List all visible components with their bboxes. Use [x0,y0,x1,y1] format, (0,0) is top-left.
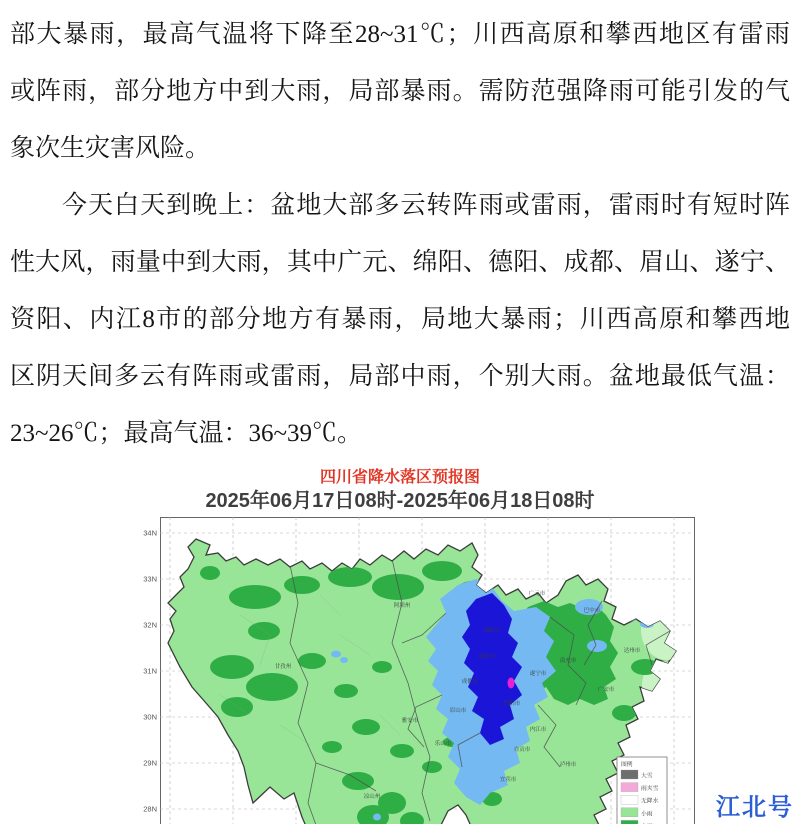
region-label: 自贡市 [513,747,531,753]
lat-label: 29N [143,758,157,768]
region-label: 巴中市 [583,608,601,614]
map-legend [617,757,667,824]
article-line: 性大风，雨量中到大雨，其中广元、绵阳、德阳、成都、眉山、遂宁、 [10,249,790,276]
lat-label: 31N [143,666,157,676]
region-label: 凉山州 [363,794,381,800]
region-label: 南充市 [559,658,577,664]
region-label: 达州市 [623,648,641,654]
legend-swatch [621,808,638,817]
article-line: 资阳、内江8市的部分地方有暴雨，局地大暴雨；川西高原和攀西地 [10,306,790,333]
region-label: 眉山市 [449,708,467,714]
region-label: 泸州市 [559,762,577,768]
region-label: 甘孜州 [274,664,292,670]
precipitation-map [140,515,700,824]
legend-swatch [621,795,638,804]
region-label: 资阳市 [503,701,521,707]
region-label: 绵阳市 [483,628,501,634]
region-label: 遂宁市 [529,671,547,677]
region-label: 成都市 [461,679,479,685]
article-line: 象次生灾害风险。 [10,135,211,162]
region-label: 广元市 [528,591,546,597]
region-label: 雅安市 [401,718,419,724]
heavy-rainstorm-spot [508,678,515,689]
region-label: 阿坝州 [393,603,411,609]
legend-label: 小雨 [641,811,653,818]
legend-label: 大雪 [641,773,653,780]
legend-swatch [621,770,638,779]
article-line: 部大暴雨，最高气温将下降至28~31℃；川西高原和攀西地区有雷雨 [10,21,790,48]
map-title: 四川省降水落区预报图 [319,469,480,486]
legend-label: 雨夹雪 [641,786,659,793]
lat-label: 32N [143,620,157,630]
lat-label: 33N [143,574,157,584]
legend-label: 无降水 [641,798,659,805]
legend-swatch [621,820,638,824]
lat-label: 28N [143,804,157,814]
region-label: 内江市 [529,727,547,733]
article-line: 23~26℃；最高气温：36~39℃。 [10,420,363,447]
watermark: 江北号 [716,794,794,821]
legend-swatch [621,783,638,792]
legend-title: 图例 [621,762,633,768]
article-line: 今天白天到晚上：盆地大部多云转阵雨或雷雨，雷雨时有短时阵 [62,192,790,219]
article-line: 或阵雨，部分地方中到大雨，局部暴雨。需防范强降雨可能引发的气 [10,78,790,105]
lat-label: 34N [143,528,157,538]
article-line: 区阴天间多云有阵雨或雷雨，局部中雨，个别大雨。盆地最低气温： [10,363,790,390]
region-label: 广安市 [597,687,615,693]
region-label: 德阳市 [478,654,496,660]
lat-label: 30N [143,712,157,722]
region-label: 乐山市 [434,741,452,747]
map-date: 2025年06月17日08时-2025年06月18日08时 [205,490,595,512]
region-label: 宜宾市 [499,777,517,783]
latitude-axis [143,529,157,814]
